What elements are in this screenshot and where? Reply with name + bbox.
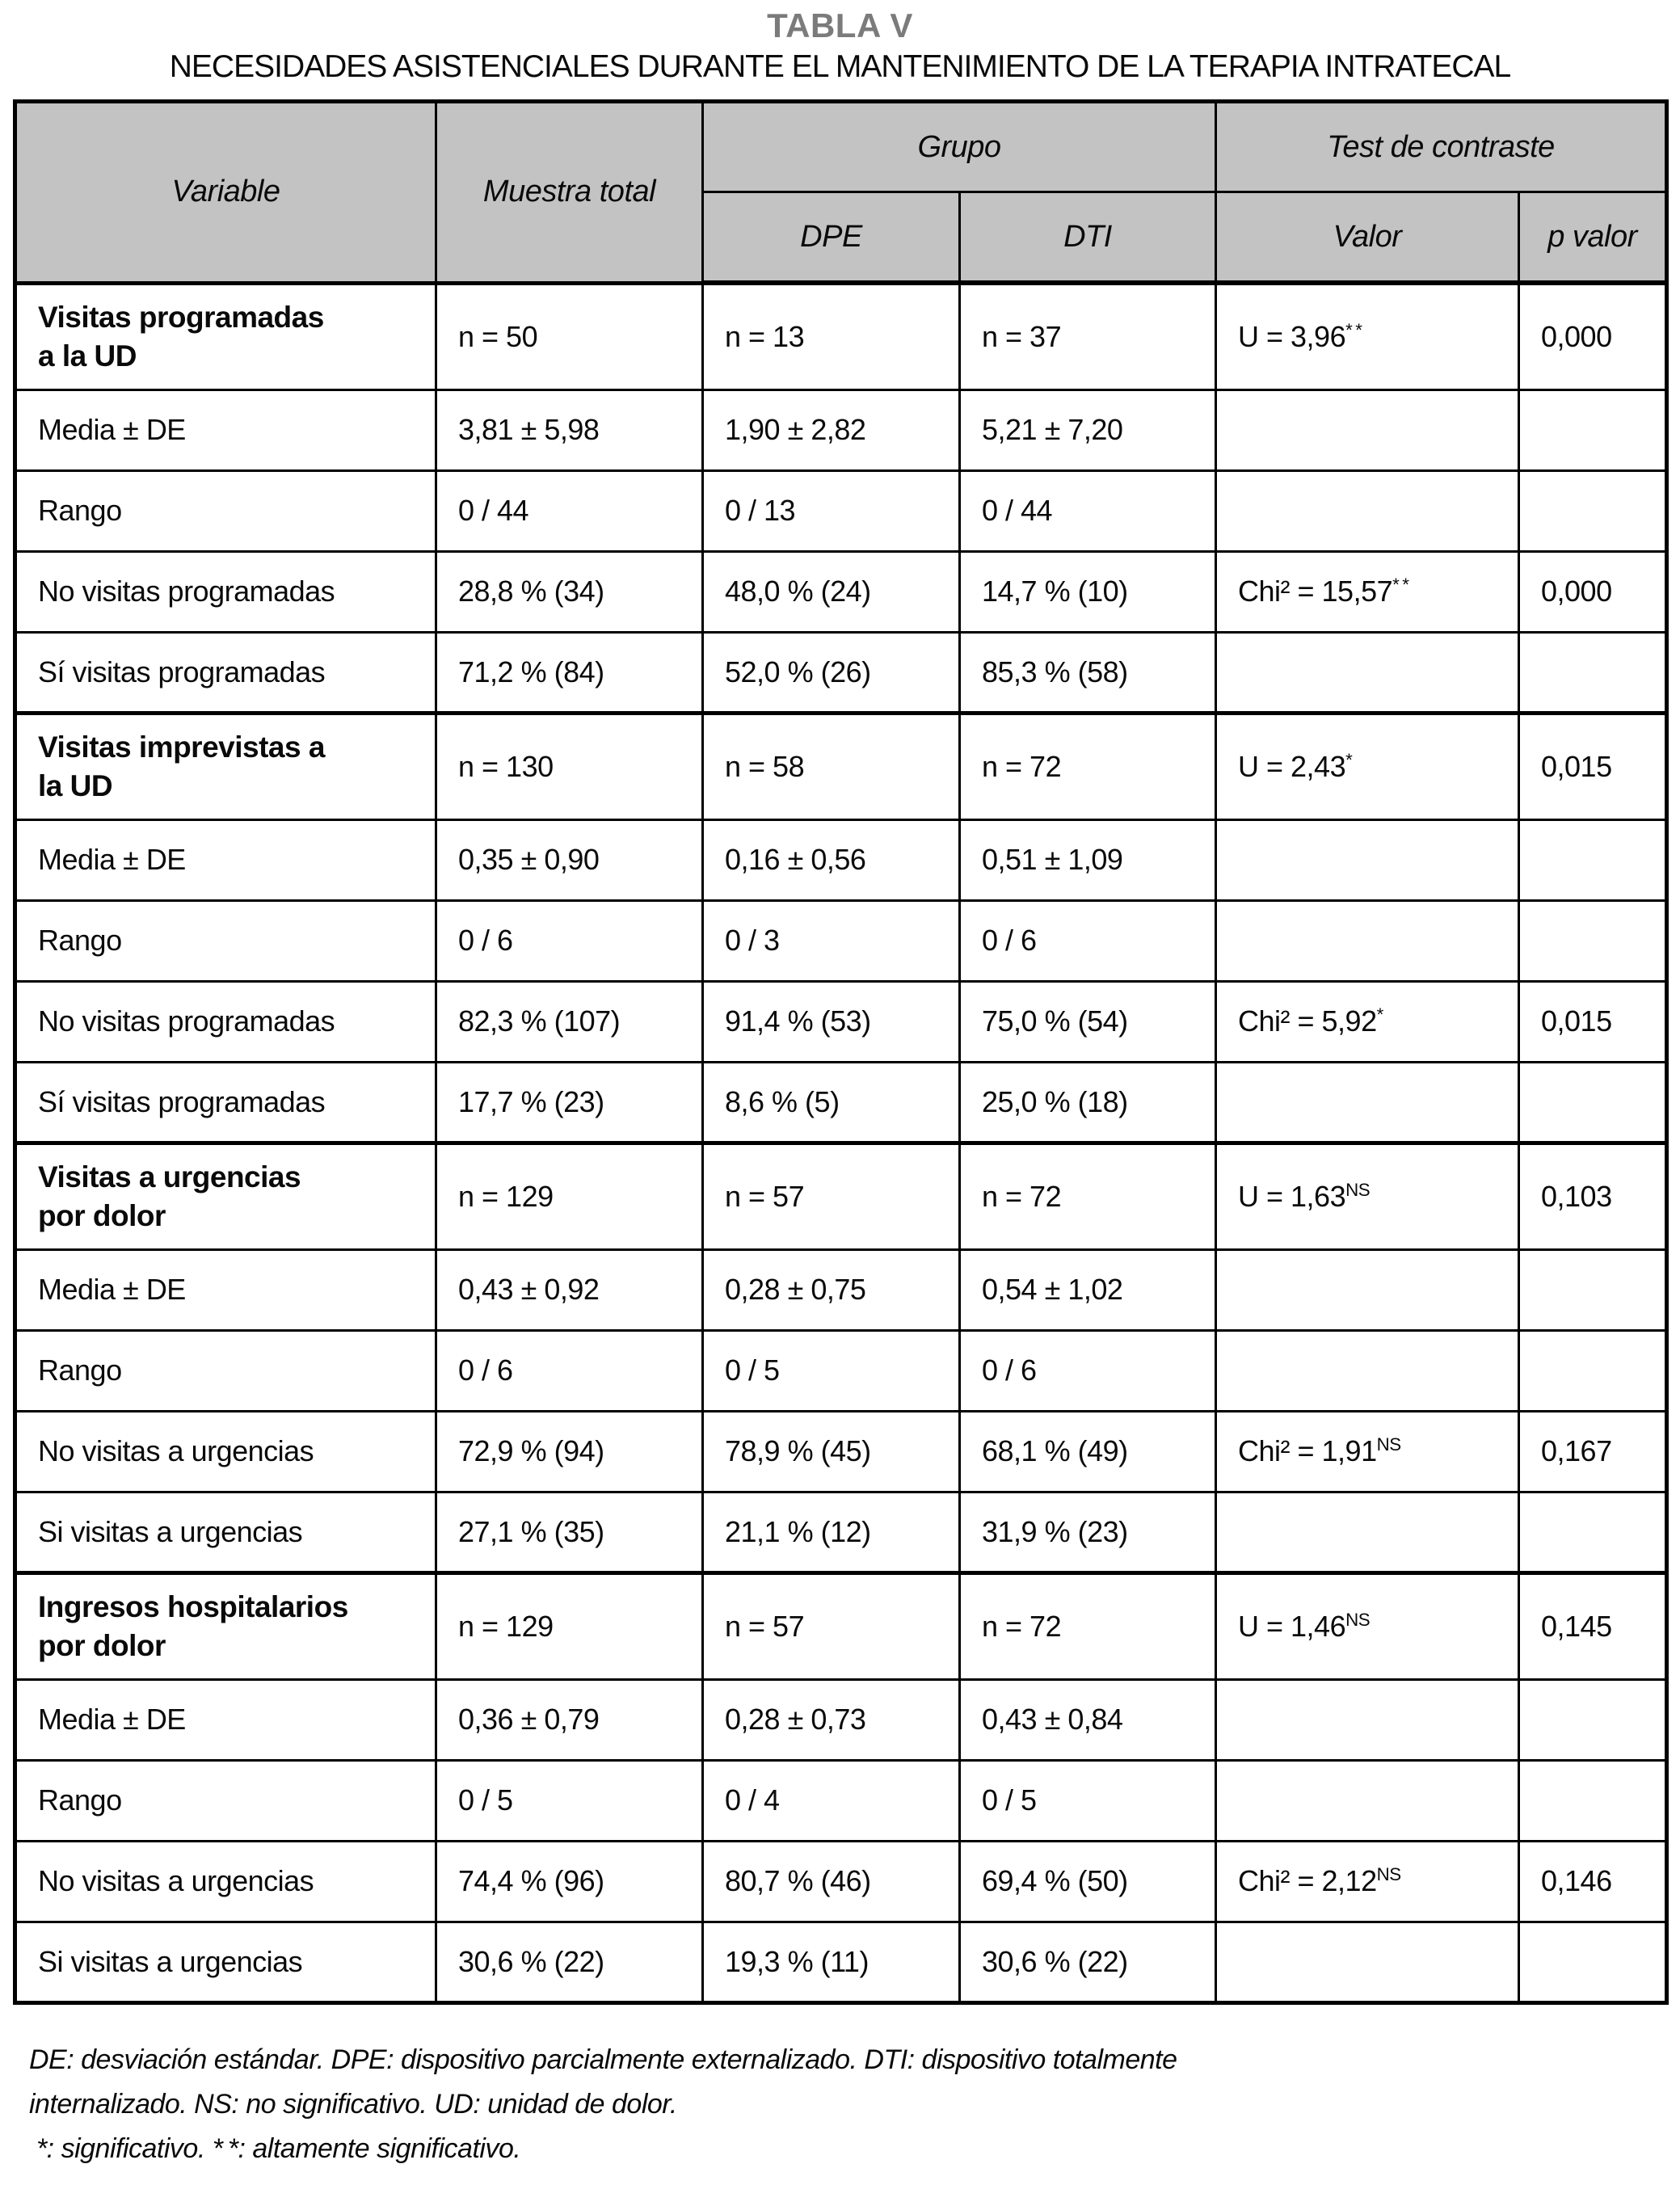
cell-dti: n = 72 — [960, 1572, 1216, 1679]
cell-dpe: n = 57 — [703, 1572, 960, 1679]
cell-valor: U = 2,43* — [1216, 713, 1519, 819]
cell-p-valor: 0,145 — [1519, 1572, 1667, 1679]
table-header — [15, 102, 1667, 284]
cell-p-valor: 0,103 — [1519, 1143, 1667, 1249]
table-row — [15, 1760, 1667, 1841]
table-row — [15, 551, 1667, 632]
col-header-valor: Valor — [1216, 192, 1519, 284]
cell-dpe: 52,0 % (26) — [703, 632, 960, 713]
cell-dpe: 1,90 ± 2,82 — [703, 389, 960, 470]
cell-muestra-total: 0,35 ± 0,90 — [436, 819, 703, 900]
cell-p-valor: 0,146 — [1519, 1841, 1667, 1922]
table-row — [15, 1572, 1667, 1679]
cell-p-valor — [1519, 1062, 1667, 1143]
cell-muestra-total: 28,8 % (34) — [436, 551, 703, 632]
row-label — [15, 713, 436, 819]
footnote-line: *: significativo. * *: altamente significativo. — [29, 2133, 521, 2165]
cell-dti: 30,6 % (22) — [960, 1922, 1216, 2002]
cell-p-valor — [1519, 1249, 1667, 1330]
cell-p-valor — [1519, 1922, 1667, 2002]
row-label: No visitas programadas — [15, 551, 436, 632]
row-label — [15, 1572, 436, 1679]
cell-dti: 0,54 ± 1,02 — [960, 1249, 1216, 1330]
cell-valor — [1216, 470, 1519, 551]
row-label — [15, 1143, 436, 1249]
cell-dpe: 0 / 13 — [703, 470, 960, 551]
col-header-dpe: DPE — [703, 192, 960, 284]
col-header-p-valor: p valor — [1519, 192, 1667, 284]
cell-p-valor: 0,000 — [1519, 283, 1667, 389]
cell-valor: $Chi^2 = 1,91^{NS}$ — [1216, 1411, 1519, 1492]
table-row — [15, 283, 1667, 389]
cell-dpe: 0,28 ± 0,75 — [703, 1249, 960, 1330]
table-row — [15, 1492, 1667, 1572]
row-label-line: a la UD — [38, 339, 137, 373]
cell-muestra-total: 0 / 6 — [436, 1330, 703, 1411]
valor-superscript: NS — [1376, 1434, 1401, 1455]
cell-muestra-total: 74,4 % (96) — [436, 1841, 703, 1922]
cell-dti: 14,7 % (10) — [960, 551, 1216, 632]
footnotes — [29, 2038, 1177, 2171]
cell-muestra-total: 0 / 5 — [436, 1760, 703, 1841]
col-header-muestra-total: Muestra total — [436, 102, 703, 284]
cell-muestra-total: n = 129 — [436, 1572, 703, 1679]
table-row — [15, 1249, 1667, 1330]
cell-p-valor — [1519, 1492, 1667, 1572]
row-label-line: Ingresos hospitalarios — [38, 1590, 348, 1624]
table-row — [15, 1330, 1667, 1411]
cell-dti: 68,1 % (49) — [960, 1411, 1216, 1492]
cell-valor: $U = 1,63^{NS}$ — [1216, 1143, 1519, 1249]
row-label: No visitas a urgencias — [15, 1841, 436, 1922]
col-header-dti: DTI — [960, 192, 1216, 284]
valor-superscript: * * — [1392, 575, 1409, 595]
cell-dpe: 0 / 5 — [703, 1330, 960, 1411]
cell-valor: Chi² = 15,57* * — [1216, 551, 1519, 632]
row-label: Media ± DE — [15, 1679, 436, 1760]
footnote-line: internalizado. NS: no significativo. UD: unidad de dolor. — [29, 2089, 677, 2120]
cell-valor: U = 3,96* * — [1216, 283, 1519, 389]
cell-p-valor — [1519, 1330, 1667, 1411]
table-title: TABLA V — [767, 6, 913, 44]
cell-muestra-total: 30,6 % (22) — [436, 1922, 703, 2002]
cell-dpe: 19,3 % (11) — [703, 1922, 960, 2002]
cell-p-valor — [1519, 632, 1667, 713]
cell-dti: n = 72 — [960, 1143, 1216, 1249]
row-label — [15, 283, 436, 389]
table-body — [15, 283, 1667, 2002]
cell-valor — [1216, 389, 1519, 470]
cell-dpe: 48,0 % (24) — [703, 551, 960, 632]
cell-dpe: 0,28 ± 0,73 — [703, 1679, 960, 1760]
cell-dti: 85,3 % (58) — [960, 632, 1216, 713]
cell-dpe: 8,6 % (5) — [703, 1062, 960, 1143]
cell-p-valor: 0,000 — [1519, 551, 1667, 632]
cell-valor — [1216, 900, 1519, 981]
cell-valor — [1216, 1249, 1519, 1330]
cell-dti: 31,9 % (23) — [960, 1492, 1216, 1572]
cell-muestra-total: 71,2 % (84) — [436, 632, 703, 713]
cell-muestra-total: n = 129 — [436, 1143, 703, 1249]
row-label: No visitas a urgencias — [15, 1411, 436, 1492]
cell-p-valor — [1519, 1760, 1667, 1841]
valor-superscript: NS — [1345, 1179, 1371, 1200]
row-label-line: Visitas a urgencias — [38, 1160, 301, 1194]
cell-dpe: n = 13 — [703, 283, 960, 389]
cell-dti: 69,4 % (50) — [960, 1841, 1216, 1922]
cell-dti: 5,21 ± 7,20 — [960, 389, 1216, 470]
valor-superscript: NS — [1345, 1609, 1371, 1630]
cell-dpe: 21,1 % (12) — [703, 1492, 960, 1572]
row-label: Rango — [15, 900, 436, 981]
cell-valor: $U = 1,46^{NS}$ — [1216, 1572, 1519, 1679]
row-label-line: por dolor — [38, 1628, 166, 1662]
valor-superscript: * * — [1345, 319, 1362, 340]
cell-muestra-total: 0 / 6 — [436, 900, 703, 981]
cell-p-valor — [1519, 819, 1667, 900]
cell-valor: $Chi^2 = 2,12^{NS}$ — [1216, 1841, 1519, 1922]
cell-valor — [1216, 1062, 1519, 1143]
cell-dpe: n = 58 — [703, 713, 960, 819]
cell-p-valor: 0,015 — [1519, 713, 1667, 819]
valor-superscript: * — [1345, 749, 1353, 770]
row-label-line: por dolor — [38, 1198, 166, 1232]
cell-valor — [1216, 1330, 1519, 1411]
cell-p-valor — [1519, 470, 1667, 551]
col-header-test-de-contraste: Test de contraste — [1216, 102, 1667, 192]
cell-dpe: n = 57 — [703, 1143, 960, 1249]
cell-valor — [1216, 819, 1519, 900]
cell-dti: 0,51 ± 1,09 — [960, 819, 1216, 900]
row-label: Media ± DE — [15, 1249, 436, 1330]
cell-dti: n = 72 — [960, 713, 1216, 819]
table-row — [15, 632, 1667, 713]
cell-dpe: 91,4 % (53) — [703, 981, 960, 1062]
cell-dti: 75,0 % (54) — [960, 981, 1216, 1062]
table-row — [15, 819, 1667, 900]
row-label: Sí visitas programadas — [15, 1062, 436, 1143]
row-label-line: Visitas imprevistas a — [38, 730, 325, 764]
table-subtitle: NECESIDADES ASISTENCIALES DURANTE EL MANTENIMIENTO DE LA TERAPIA INTRATECAL — [169, 49, 1511, 84]
cell-dti: 0,43 ± 0,84 — [960, 1679, 1216, 1760]
row-label: Rango — [15, 1760, 436, 1841]
row-label: Rango — [15, 1330, 436, 1411]
table-row — [15, 981, 1667, 1062]
cell-muestra-total: 27,1 % (35) — [436, 1492, 703, 1572]
cell-dpe: 0 / 3 — [703, 900, 960, 981]
cell-valor — [1216, 632, 1519, 713]
cell-valor — [1216, 1760, 1519, 1841]
table-row — [15, 1679, 1667, 1760]
cell-muestra-total: n = 50 — [436, 283, 703, 389]
row-label: Rango — [15, 470, 436, 551]
row-label: Sí visitas programadas — [15, 632, 436, 713]
data-table — [13, 99, 1669, 2005]
row-label: No visitas programadas — [15, 981, 436, 1062]
cell-muestra-total: 0 / 44 — [436, 470, 703, 551]
table-row — [15, 1411, 1667, 1492]
row-label-line: la UD — [38, 768, 113, 802]
table-row — [15, 389, 1667, 470]
cell-p-valor — [1519, 900, 1667, 981]
cell-muestra-total: 3,81 ± 5,98 — [436, 389, 703, 470]
cell-muestra-total: 82,3 % (107) — [436, 981, 703, 1062]
valor-superscript: NS — [1376, 1864, 1401, 1884]
valor-superscript: * — [1376, 1004, 1383, 1025]
cell-dti: 0 / 5 — [960, 1760, 1216, 1841]
cell-muestra-total: 0,43 ± 0,92 — [436, 1249, 703, 1330]
cell-p-valor: 0,167 — [1519, 1411, 1667, 1492]
row-label-line: Visitas programadas — [38, 301, 324, 335]
table-row — [15, 1143, 1667, 1249]
table-row — [15, 713, 1667, 819]
cell-muestra-total: 0,36 ± 0,79 — [436, 1679, 703, 1760]
cell-dpe: 0 / 4 — [703, 1760, 960, 1841]
cell-dti: 0 / 6 — [960, 1330, 1216, 1411]
table-row — [15, 1841, 1667, 1922]
cell-muestra-total: 17,7 % (23) — [436, 1062, 703, 1143]
cell-p-valor — [1519, 1679, 1667, 1760]
row-label: Si visitas a urgencias — [15, 1492, 436, 1572]
table-row — [15, 1062, 1667, 1143]
cell-valor — [1216, 1922, 1519, 2002]
cell-valor: Chi² = 5,92* — [1216, 981, 1519, 1062]
row-label: Media ± DE — [15, 819, 436, 900]
cell-dti: 25,0 % (18) — [960, 1062, 1216, 1143]
cell-dpe: 80,7 % (46) — [703, 1841, 960, 1922]
cell-muestra-total: n = 130 — [436, 713, 703, 819]
cell-p-valor — [1519, 389, 1667, 470]
row-label: Media ± DE — [15, 389, 436, 470]
cell-valor — [1216, 1679, 1519, 1760]
cell-dti: n = 37 — [960, 283, 1216, 389]
footnote-line: DE: desviación estándar. DPE: dispositivo parcialmente externalizado. DTI: dispositivo totalmente — [29, 2044, 1177, 2075]
table-row — [15, 900, 1667, 981]
cell-dpe: 78,9 % (45) — [703, 1411, 960, 1492]
cell-dti: 0 / 44 — [960, 470, 1216, 551]
table-row — [15, 470, 1667, 551]
cell-p-valor: 0,015 — [1519, 981, 1667, 1062]
cell-muestra-total: 72,9 % (94) — [436, 1411, 703, 1492]
col-header-grupo: Grupo — [703, 102, 1216, 192]
cell-dpe: 0,16 ± 0,56 — [703, 819, 960, 900]
col-header-variable: Variable — [15, 102, 436, 284]
cell-valor — [1216, 1492, 1519, 1572]
row-label: Si visitas a urgencias — [15, 1922, 436, 2002]
cell-dti: 0 / 6 — [960, 900, 1216, 981]
table-row — [15, 1922, 1667, 2002]
